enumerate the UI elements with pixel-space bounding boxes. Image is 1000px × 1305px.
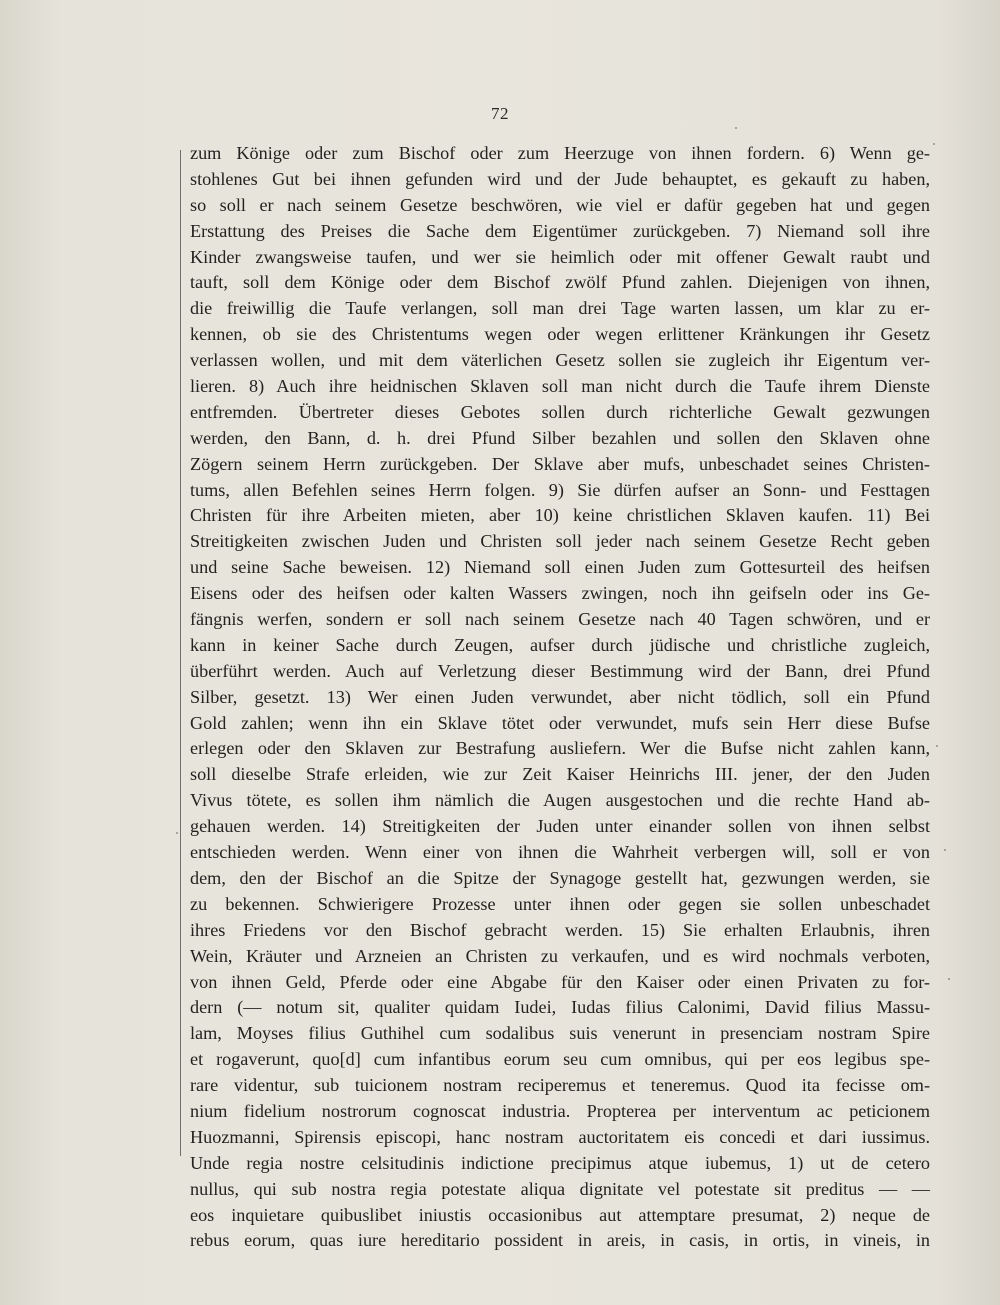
text-line: Zögern seinem Herrn zurückgeben. Der Sklave aber mufs, unbeschadet seines Christen- (190, 453, 930, 474)
body-text (190, 141, 930, 1254)
text-line: lam, Moyses filius Guthihel cum sodalibus suis venerunt in presenciam nostram Spire (190, 1023, 930, 1044)
text-line: die freiwillig die Taufe verlangen, soll man drei Tage warten lassen, um klar zu er- (190, 298, 930, 319)
print-speck (933, 143, 935, 145)
text-line: so soll er nach seinem Gesetze beschwören, wie viel er dafür gegeben hat und gegen (190, 194, 930, 215)
text-line: und seine Sache beweisen. 12) Niemand soll einen Juden zum Gottesurteil des heifsen (190, 557, 930, 578)
text-line: verlassen wollen, und mit dem väterlichen Gesetz sollen sie zugleich ihr Eigentum ver- (190, 350, 930, 371)
text-line: zu bekennen. Schwierigere Prozesse unter ihnen oder gegen sie sollen unbeschadet (190, 893, 930, 914)
print-speck (944, 849, 946, 851)
text-line: entschieden werden. Wenn einer von ihnen die Wahrheit verbergen will, soll er von (190, 842, 930, 863)
text-line: rare videntur, sub tuicionem nostram reciperemus et teneremus. Quod ita fecisse om- (190, 1075, 930, 1096)
print-speck (936, 745, 938, 747)
text-line: stohlenes Gut bei ihnen gefunden wird und der Jude behauptet, es gekauft zu haben, (190, 168, 930, 189)
text-line: Eisens oder des heifsen oder kalten Wassers zwingen, noch ihn geifseln oder ins Ge- (190, 583, 930, 604)
text-line: nium fidelium nostrorum cognoscat industria. Propterea per interventum ac peticionem (190, 1100, 930, 1121)
print-speck (176, 832, 178, 834)
text-line: Wein, Kräuter und Arzneien an Christen zu verkaufen, und es wird nochmals verboten, (190, 945, 930, 966)
text-line: lieren. 8) Auch ihre heidnischen Sklaven soll man nicht durch die Taufe ihrem Dienste (190, 376, 930, 397)
text-line: rebus eorum, quas iure hereditario possident in areis, in casis, in ortis, in vineis, in (190, 1230, 930, 1251)
text-line: kann in keiner Sache durch Zeugen, aufser durch jüdische und christliche zugleich, (190, 634, 930, 655)
text-line: eos inquietare quibuslibet iniustis occasionibus aut attemptare presumat, 2) neque de (190, 1204, 930, 1225)
text-line: Kinder zwangsweise taufen, und wer sie heimlich oder mit offener Gewalt raubt und (190, 246, 930, 267)
text-line: tauft, soll dem Könige oder dem Bischof zwölf Pfund zahlen. Diejenigen von ihnen, (190, 272, 930, 293)
text-line: entfremden. Übertreter dieses Gebotes sollen durch richterliche Gewalt gezwungen (190, 401, 930, 422)
text-line: Silber, gesetzt. 13) Wer einen Juden verwundet, aber nicht tödlich, soll ein Pfund (190, 686, 930, 707)
text-line: zum Könige oder zum Bischof oder zum Heerzuge von ihnen fordern. 6) Wenn ge- (190, 143, 930, 163)
text-line: fängnis werfen, sondern er soll nach seinem Gesetze nach 40 Tagen schwören, und er (190, 609, 930, 630)
text-line: überführt werden. Auch auf Verletzung dieser Bestimmung wird der Bann, drei Pfund (190, 660, 930, 681)
text-line: gehauen werden. 14) Streitigkeiten der Juden unter einander sollen von ihnen selbst (190, 816, 930, 837)
text-line: Erstattung des Preises die Sache dem Eigentümer zurückgeben. 7) Niemand soll ihre (190, 220, 930, 241)
text-line: ihres Friedens vor den Bischof gebracht werden. 15) Sie erhalten Erlaubnis, ihren (190, 919, 930, 940)
margin-rule (180, 150, 181, 1156)
text-line: Christen für ihre Arbeiten mieten, aber 10) keine christlichen Sklaven kaufen. 11) Bei (190, 505, 930, 526)
text-line: dern (— notum sit, qualiter quidam Iudei, Iudas filius Calonimi, David filius Massu- (190, 997, 930, 1018)
text-line: Gold zahlen; wenn ihn ein Sklave tötet oder verwundet, mufs sein Herr diese Bufse (190, 712, 930, 733)
text-line: dem, den der Bischof an die Spitze der Synagoge gestellt hat, gezwungen werden, sie (190, 867, 930, 888)
text-line: kennen, ob sie des Christentums wegen oder wegen erlittener Kränkungen ihr Gesetz (190, 324, 930, 345)
text-line: et rogaverunt, quo[d] cum infantibus eorum seu cum omnibus, qui per eos legibus spe- (190, 1049, 930, 1070)
text-line: nullus, qui sub nostra regia potestate aliqua dignitate vel potestate sit preditus — — (190, 1178, 930, 1199)
text-line: Streitigkeiten zwischen Juden und Christen soll jeder nach seinem Gesetze Recht geben (190, 531, 930, 552)
text-line: soll dieselbe Strafe erleiden, wie zur Zeit Kaiser Heinrichs III. jener, der den Juden (190, 764, 930, 785)
text-line: tums, allen Befehlen seines Herrn folgen. 9) Sie dürfen aufser an Sonn- und Festtagen (190, 479, 930, 500)
text-line: von ihnen Geld, Pferde oder eine Abgabe für den Kaiser oder einen Privaten zu for- (190, 971, 930, 992)
text-line: Huozmanni, Spirensis episcopi, hanc nostram auctoritatem eis concedi et dari iussimus. (190, 1126, 930, 1147)
print-speck (948, 978, 950, 980)
print-speck (735, 127, 737, 129)
page-number: 72 (491, 104, 509, 123)
text-line: werden, den Bann, d. h. drei Pfund Silber bezahlen und sollen den Sklaven ohne (190, 427, 930, 448)
text-line: Unde regia nostre celsitudinis indictione precipimus atque iubemus, 1) ut de cetero (190, 1152, 930, 1173)
text-line: erlegen oder den Sklaven zur Bestrafung ausliefern. Wer die Bufse nicht zahlen kann, (190, 738, 930, 759)
text-line: Vivus tötete, es sollen ihm nämlich die Augen ausgestochen und die rechte Hand ab- (190, 790, 930, 811)
